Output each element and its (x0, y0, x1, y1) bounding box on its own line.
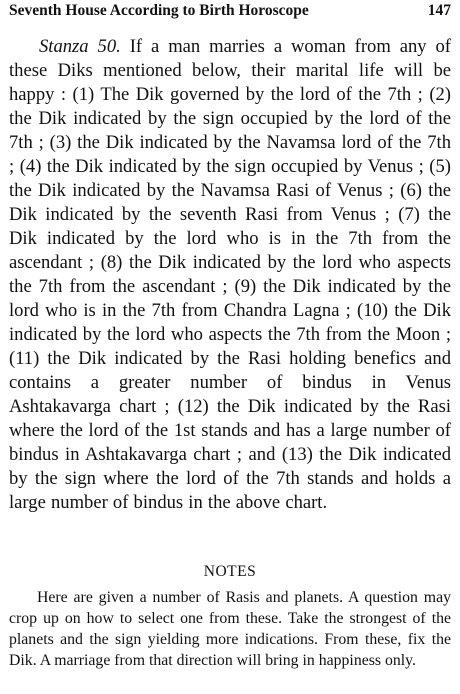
notes-heading: NOTES (203, 563, 257, 580)
stanza-text: If a man marries a woman from any of these Diks mentioned below, their marital life will be happy : (1) The Dik governed by the lord of the 7th ; (2) the Dik indicated by the sign occupied by the lord of the 7th ; (3) the Dik indicated by the Navamsa lord of the 7th ; (4) the Dik indicated by the sign occupied by Venus ; (5) the Dik indicated by the Navamsa Rasi of Venus ; (6) the Dik indicated by the seventh Rasi from Venus ; (7) the Dik indicated by the lord who is in the 7th from the ascendant ; (8) the Dik indicated by the lord who aspects the 7th from the ascendant ; (9) the Dik indicated by the lord who is in the 7th from Chandra Lagna ; (10) the Dik indicated by the lord who aspects the 7th from the Moon ; (11) the Dik indicated by the Rasi holding benefics and contains a greater number of bindus in Venus Ashtakavarga chart ; (12) the Dik indicated by the Rasi where the lord of the 1st stands and has a large number of bindus in Ashtakavarga chart ; and (13) the Dik indicated by the sign where the lord of the 7th stands and holds a large number of bindus in the above chart. (9, 36, 451, 513)
notes-paragraph: Here are given a number of Rasis and planets. A question may crop up on how to select one from these. Take the strongest of the planets and the sign yielding more indications. From these, fix the Dik. A marriage from that direction will bring in happiness only. (9, 589, 451, 669)
running-header (9, 2, 451, 22)
stanza-block (9, 35, 451, 515)
running-title: Seventh House According to Birth Horoscope (9, 2, 309, 19)
stanza-label: Stanza 50. (39, 36, 121, 57)
notes-block (9, 587, 451, 671)
stanza-paragraph (9, 35, 451, 515)
page-number: 147 (427, 2, 451, 19)
